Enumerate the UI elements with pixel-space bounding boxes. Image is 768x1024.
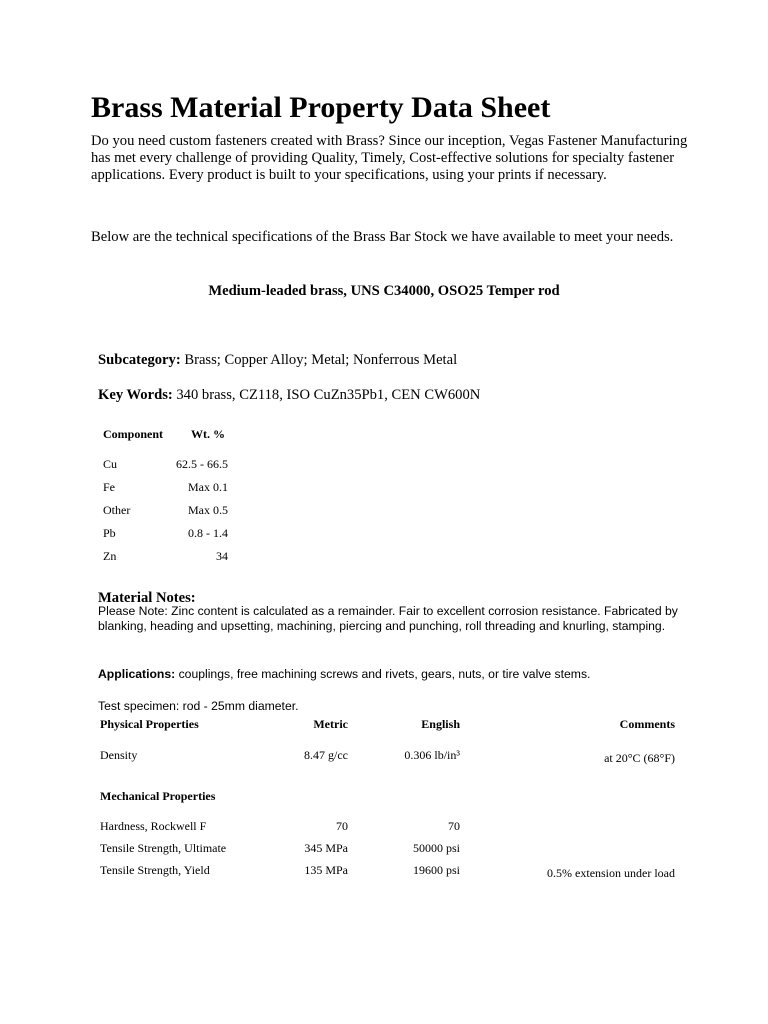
composition-weight: 62.5 - 66.5 — [176, 457, 228, 471]
header-english: English — [421, 717, 460, 731]
composition-weight: Max 0.1 — [188, 480, 228, 494]
property-english: 70 — [448, 819, 460, 833]
composition-header — [103, 427, 228, 449]
property-metric: 70 — [336, 819, 348, 833]
intro-paragraph: Do you need custom fasteners created with Brass? Since our inception, Vegas Fastener Manufacturing has met every challenge of providing Quality, Timely, Cost-effective solutions for specialty fastener applications. Every product is built to your specifications, using your prints if necessary. — [91, 133, 688, 183]
composition-row — [103, 495, 228, 518]
applications-line — [98, 667, 698, 681]
test-specimen-note: Test specimen: rod - 25mm diameter. — [98, 699, 299, 713]
property-name: Tensile Strength, Ultimate — [100, 841, 227, 855]
composition-row — [103, 449, 228, 472]
properties-header — [100, 715, 678, 737]
properties-table — [100, 715, 678, 880]
property-name: Density — [100, 748, 138, 762]
property-row — [100, 825, 678, 855]
page-title: Brass Material Property Data Sheet — [91, 91, 551, 124]
composition-weight: Max 0.5 — [188, 503, 228, 517]
applications-label: Applications: — [98, 667, 176, 681]
property-english: 19600 psi — [412, 863, 460, 877]
composition-weight: 0.8 - 1.4 — [188, 526, 228, 540]
subcategory-label: Subcategory: — [98, 352, 181, 368]
keywords-value: 340 brass, CZ118, ISO CuZn35Pb1, CEN CW600N — [172, 387, 481, 403]
property-metric: 345 MPa — [304, 841, 348, 855]
composition-table — [103, 427, 228, 564]
composition-element: Fe — [103, 480, 115, 494]
subcategory-value: Brass; Copper Alloy; Metal; Nonferrous Metal — [180, 352, 458, 368]
composition-weight: 34 — [216, 549, 228, 563]
mechanical-heading-row — [100, 771, 678, 803]
mechanical-properties-heading: Mechanical Properties — [100, 789, 216, 803]
header-comments: Comments — [619, 717, 675, 731]
property-metric: 8.47 g/cc — [304, 748, 348, 762]
material-notes-heading: Material Notes: — [98, 590, 196, 606]
composition-element: Zn — [103, 549, 117, 563]
composition-header-wt: Wt. % — [191, 427, 225, 441]
composition-header-component: Component — [103, 427, 164, 441]
material-subtitle: Medium-leaded brass, UNS C34000, OSO25 Temper rod — [208, 283, 560, 299]
property-row — [100, 737, 678, 771]
property-english: 0.306 lb/in³ — [404, 748, 460, 762]
property-comment: 0.5% extension under load — [547, 866, 675, 880]
composition-row — [103, 541, 228, 564]
composition-element: Pb — [103, 526, 116, 540]
material-notes-text: Please Note: Zinc content is calculated as a remainder. Fair to excellent corrosion resistance. Fabricated by blanking, heading and upsetting, machining, piercing and punching, roll threading and knurling, stamping. — [98, 604, 678, 633]
keywords-label: Key Words: — [98, 387, 173, 403]
below-paragraph: Below are the technical specifications of the Brass Bar Stock we have available to meet your needs. — [91, 229, 674, 245]
composition-element: Other — [103, 503, 131, 517]
property-row — [100, 803, 678, 833]
property-name: Hardness, Rockwell F — [100, 819, 207, 833]
header-physical-properties: Physical Properties — [100, 717, 199, 731]
property-row — [100, 847, 678, 880]
composition-row — [103, 472, 228, 495]
subcategory-line — [98, 352, 457, 369]
applications-value: couplings, free machining screws and rivets, gears, nuts, or tire valve stems. — [175, 667, 591, 681]
property-metric: 135 MPa — [304, 863, 348, 877]
composition-row — [103, 518, 228, 541]
header-metric: Metric — [313, 717, 348, 731]
property-name: Tensile Strength, Yield — [100, 863, 210, 877]
keywords-line — [98, 387, 480, 404]
composition-element: Cu — [103, 457, 118, 471]
property-english: 50000 psi — [412, 841, 460, 855]
property-comment: at 20°C (68°F) — [604, 751, 675, 765]
